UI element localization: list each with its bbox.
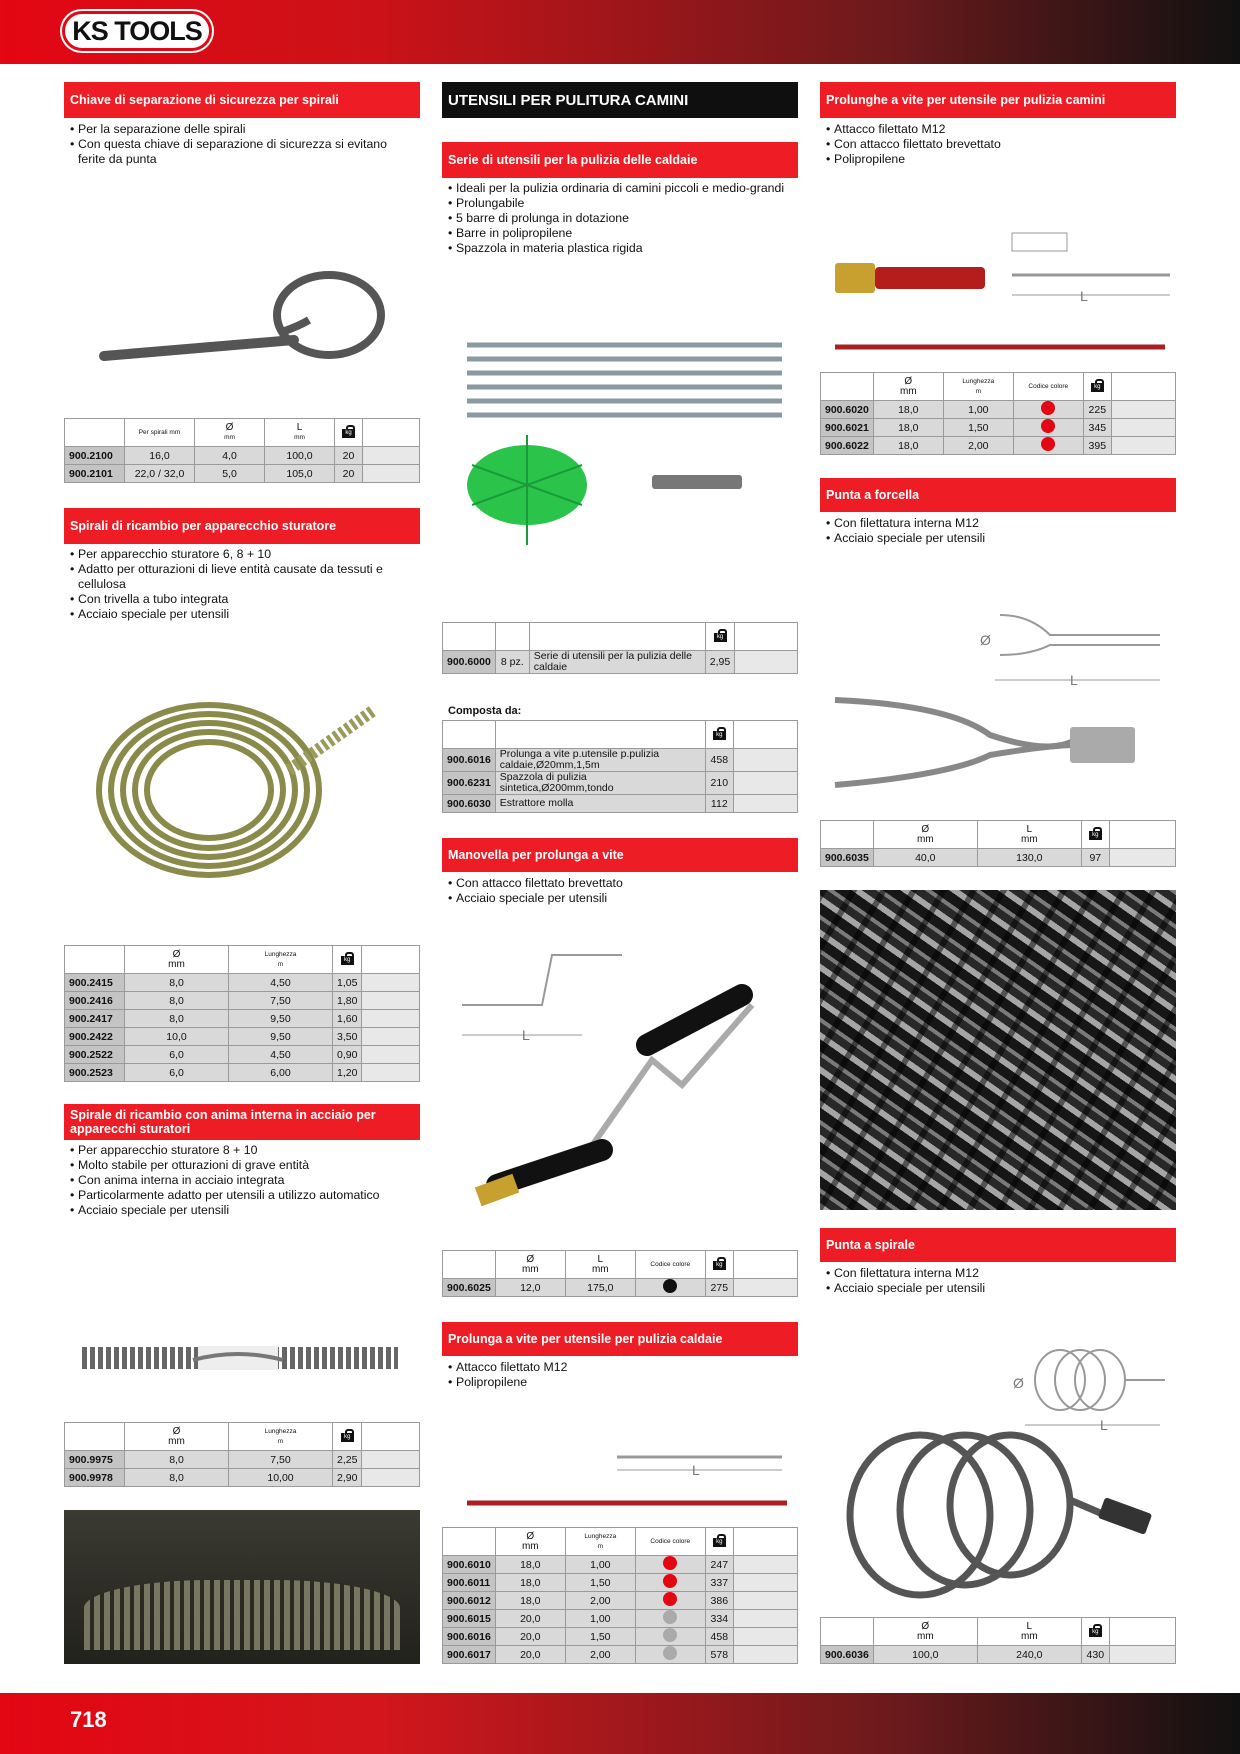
cell: 18,0 <box>873 401 943 419</box>
weight-icon <box>713 1534 726 1547</box>
cell: Serie di utensili per la pulizia delle caldaie <box>529 651 705 674</box>
cell: 18,0 <box>495 1574 565 1592</box>
feature-item: • Spazzola in materia plastica rigida <box>448 241 794 256</box>
page-title: UTENSILI PER PULITURA CAMINI <box>442 82 798 118</box>
col-header: Per spirali mm <box>138 428 181 436</box>
product-table <box>64 1422 420 1487</box>
cell: 97 <box>1081 849 1109 867</box>
section-title: Punta a forcella <box>820 478 1176 512</box>
section-title: Prolunga a vite per utensile per pulizia caldaie <box>442 1322 798 1356</box>
feature-item: • Con trivella a tubo integrata <box>70 592 416 607</box>
chimney-rod-image <box>830 225 1170 360</box>
feature-item: • Particolarmente adatto per utensili a utilizzo automatico <box>70 1188 416 1203</box>
feature-item: • Acciaio speciale per utensili <box>826 1281 1172 1296</box>
feature-item: • Per la separazione delle spirali <box>70 122 416 137</box>
composed-label: Composta da: <box>448 705 522 717</box>
cell: 130,0 <box>977 849 1081 867</box>
feature-list <box>826 516 1172 546</box>
cell: Estrattore molla <box>495 795 705 813</box>
cell: 18,0 <box>873 437 943 455</box>
cell: 2,00 <box>565 1592 635 1610</box>
cell: 0,90 <box>333 1046 362 1064</box>
color-code-dot <box>663 1592 677 1606</box>
article-code: 900.2523 <box>65 1064 125 1082</box>
extension-rod-image <box>462 1445 792 1515</box>
section-title: Chiave di separazione di sicurezza per spirali <box>64 82 420 118</box>
feature-list <box>448 1360 794 1390</box>
cell: 8,0 <box>125 1469 229 1487</box>
color-code-dot <box>1041 437 1055 451</box>
cell: 9,50 <box>229 1028 333 1046</box>
cell: 175,0 <box>565 1279 635 1297</box>
col-header: mm <box>168 958 185 970</box>
cell: 247 <box>705 1556 733 1574</box>
cell: 5,0 <box>195 465 265 483</box>
cell: 2,00 <box>943 437 1013 455</box>
section-title: Punta a spirale <box>820 1228 1176 1262</box>
feature-item: • Acciaio speciale per utensili <box>70 1203 416 1218</box>
article-code: 900.6022 <box>821 437 874 455</box>
feature-list <box>70 547 416 622</box>
article-code: 900.2522 <box>65 1046 125 1064</box>
article-code: 900.6010 <box>443 1556 496 1574</box>
col-header: mm <box>916 833 934 845</box>
col-header: m <box>277 1437 284 1445</box>
cell: 2,25 <box>333 1451 362 1469</box>
col-header: mm <box>168 1435 185 1447</box>
feature-item: • Ideali per la pulizia ordinaria di camini piccoli e medio-grandi <box>448 181 794 196</box>
cell: 8 pz. <box>495 651 529 674</box>
article-code: 900.2415 <box>65 974 125 992</box>
col-header: Ø <box>172 948 181 960</box>
feature-item: • Con filettatura interna M12 <box>826 1266 1172 1281</box>
product-table <box>820 1617 1176 1664</box>
cell: 18,0 <box>495 1556 565 1574</box>
feature-item: • Per apparecchio sturatore 6, 8 + 10 <box>70 547 416 562</box>
cell: 18,0 <box>495 1592 565 1610</box>
dimension-label: L <box>1080 288 1088 304</box>
cell: 4,50 <box>229 974 333 992</box>
cell: 7,50 <box>229 992 333 1010</box>
col-header: Ø <box>225 421 234 433</box>
fork-tips-photo <box>820 890 1176 1210</box>
col-header: L <box>1026 1620 1033 1632</box>
feature-item: • 5 barre di prolunga in dotazione <box>448 211 794 226</box>
cell: Spazzola di pulizia sintetica,Ø200mm,tondo <box>495 772 705 795</box>
cell: 20,0 <box>495 1646 565 1664</box>
page-number: 718 <box>70 1707 107 1732</box>
cell: 1,00 <box>943 401 1013 419</box>
article-code: 900.6011 <box>443 1574 496 1592</box>
weight-icon <box>1089 1624 1102 1637</box>
col-header: mm <box>591 1263 609 1275</box>
weight-icon <box>1089 827 1102 840</box>
article-code: 900.6036 <box>821 1646 874 1664</box>
col-header: Lunghezza <box>584 1532 617 1540</box>
cell: 1,20 <box>333 1064 362 1082</box>
weight-icon <box>713 1257 726 1270</box>
product-table <box>820 372 1176 455</box>
col-header: L <box>296 421 303 433</box>
cell: 1,00 <box>565 1556 635 1574</box>
spiral-coil-image <box>89 690 389 890</box>
color-code-dot <box>663 1574 677 1588</box>
article-code: 900.6012 <box>443 1592 496 1610</box>
article-code: 900.9975 <box>65 1451 125 1469</box>
col-header: Ø <box>921 1620 930 1632</box>
article-code: 900.2417 <box>65 1010 125 1028</box>
cell: 12,0 <box>495 1279 565 1297</box>
cell: 2,95 <box>705 651 734 674</box>
spirals-photo <box>64 1510 420 1664</box>
cell: Prolunga a vite p.utensile p.pulizia caldaie,Ø20mm,1,5m <box>495 749 705 772</box>
cell: 6,0 <box>125 1064 229 1082</box>
feature-item: • Per apparecchio sturatore 8 + 10 <box>70 1143 416 1158</box>
footer-bar <box>0 1693 1240 1754</box>
weight-icon <box>713 727 726 740</box>
cell: 6,0 <box>125 1046 229 1064</box>
color-code-dot <box>663 1279 677 1293</box>
col-header: m <box>975 387 981 395</box>
color-code-dot <box>1041 419 1055 433</box>
article-code: 900.6025 <box>443 1279 496 1297</box>
color-code-dot <box>1041 401 1055 415</box>
feature-item: • Barre in polipropilene <box>448 226 794 241</box>
feature-item: • Polipropilene <box>826 152 1172 167</box>
cell: 430 <box>1081 1646 1109 1664</box>
weight-icon <box>341 952 354 965</box>
col-header: Codice colore <box>650 1260 691 1268</box>
dimension-label-length: L <box>1100 1417 1108 1433</box>
weight-icon <box>341 1429 354 1442</box>
article-code: 900.2101 <box>65 465 125 483</box>
col-header: Lunghezza <box>264 950 297 958</box>
weight-icon <box>1091 379 1104 392</box>
feature-item: • Adatto per otturazioni di lieve entità causate da tessuti e cellulosa <box>70 562 416 592</box>
dimension-label: L <box>522 1027 530 1043</box>
section-title: Spirale di ricambio con anima interna in acciaio per apparecchi sturatori <box>64 1104 420 1140</box>
cell: 1,00 <box>565 1610 635 1628</box>
cell: 16,0 <box>125 447 195 465</box>
feature-list <box>826 122 1172 167</box>
cell: 1,05 <box>333 974 362 992</box>
crank-handle-image <box>452 945 792 1225</box>
cell: 10,00 <box>229 1469 333 1487</box>
product-table <box>442 1250 798 1297</box>
feature-list <box>826 1266 1172 1296</box>
section-title: Spirali di ricambio per apparecchio sturatore <box>64 508 420 544</box>
dimension-label: L <box>692 1462 700 1478</box>
col-header: Ø <box>526 1530 535 1542</box>
cell: 1,50 <box>565 1574 635 1592</box>
article-code: 900.2100 <box>65 447 125 465</box>
feature-item: • Attacco filettato M12 <box>448 1360 794 1375</box>
cell: 240,0 <box>977 1646 1081 1664</box>
cell: 40,0 <box>873 849 977 867</box>
cell: 4,0 <box>195 447 265 465</box>
cell: 1,80 <box>333 992 362 1010</box>
col-header: mm <box>1020 833 1038 845</box>
color-code-dot <box>663 1610 677 1624</box>
cell: 8,0 <box>125 974 229 992</box>
ks-tools-logo: KS TOOLS <box>62 11 212 51</box>
components-table <box>442 720 798 813</box>
feature-item: • Con attacco filettato brevettato <box>448 876 794 891</box>
cell: 9,50 <box>229 1010 333 1028</box>
cell: 458 <box>705 1628 733 1646</box>
col-header: L <box>1026 823 1033 835</box>
product-table <box>820 820 1176 867</box>
dimension-label-diameter: Ø <box>1013 1375 1024 1391</box>
cell: 7,50 <box>229 1451 333 1469</box>
article-code: 900.6016 <box>443 1628 496 1646</box>
weight-icon <box>714 629 727 642</box>
feature-item: • Acciaio speciale per utensili <box>448 891 794 906</box>
feature-item: • Con filettatura interna M12 <box>826 516 1172 531</box>
section-title: Manovella per prolunga a vite <box>442 838 798 872</box>
article-code: 900.6015 <box>443 1610 496 1628</box>
header-bar <box>0 0 1240 64</box>
cell: 1,60 <box>333 1010 362 1028</box>
feature-item: • Polipropilene <box>448 1375 794 1390</box>
color-code-dot <box>663 1646 677 1660</box>
col-header: mm <box>1020 1630 1038 1642</box>
product-table <box>442 1527 798 1664</box>
cell: 20 <box>335 447 363 465</box>
product-table <box>64 418 420 483</box>
feature-item: • Molto stabile per otturazioni di grave entità <box>70 1158 416 1173</box>
feature-item: • Prolungabile <box>448 196 794 211</box>
feature-list <box>70 1143 416 1218</box>
dimension-label-length: L <box>1070 672 1078 688</box>
section-title: Serie di utensili per la pulizia delle caldaie <box>442 142 798 178</box>
cell: 337 <box>705 1574 733 1592</box>
product-table <box>64 945 420 1082</box>
article-code: 900.6231 <box>443 772 496 795</box>
article-code: 900.6020 <box>821 401 874 419</box>
color-code-dot <box>663 1628 677 1642</box>
article-code: 900.6017 <box>443 1646 496 1664</box>
col-header: mm <box>899 385 917 397</box>
weight-icon <box>342 425 355 438</box>
cell: 20 <box>335 465 363 483</box>
feature-item: • Con attacco filettato brevettato <box>826 137 1172 152</box>
col-header: mm <box>521 1540 539 1552</box>
product-table <box>442 622 798 674</box>
cell: 100,0 <box>265 447 335 465</box>
article-code: 900.6030 <box>443 795 496 813</box>
article-code: 900.6021 <box>821 419 874 437</box>
spiral-tip-image <box>830 1340 1170 1610</box>
col-header: m <box>597 1542 603 1550</box>
article-code: 900.6016 <box>443 749 496 772</box>
cell: 20,0 <box>495 1610 565 1628</box>
article-code: 900.6035 <box>821 849 874 867</box>
cell: 112 <box>705 795 733 813</box>
dimension-label-diameter: Ø <box>980 632 991 648</box>
feature-list <box>448 181 794 256</box>
cell: 8,0 <box>125 1451 229 1469</box>
separation-key-image <box>84 270 394 380</box>
cell: 386 <box>705 1592 733 1610</box>
col-header: mm <box>224 433 235 441</box>
cell: 22,0 / 32,0 <box>125 465 195 483</box>
cell: 275 <box>705 1279 733 1297</box>
section-title: Prolunghe a vite per utensile per pulizia camini <box>820 82 1176 118</box>
col-header: Ø <box>921 823 930 835</box>
col-header: Ø <box>172 1425 181 1437</box>
cell: 578 <box>705 1646 733 1664</box>
col-header: L <box>597 1253 604 1265</box>
col-header: Ø <box>526 1253 535 1265</box>
boiler-cleaning-set-image <box>452 335 792 575</box>
feature-list <box>70 122 416 167</box>
cell: 4,50 <box>229 1046 333 1064</box>
cell: 225 <box>1083 401 1111 419</box>
feature-item: • Con anima interna in acciaio integrata <box>70 1173 416 1188</box>
article-code: 900.9978 <box>65 1469 125 1487</box>
col-header: m <box>277 960 284 968</box>
spiral-core-image <box>78 1338 404 1378</box>
cell: 8,0 <box>125 992 229 1010</box>
cell: 10,0 <box>125 1028 229 1046</box>
cell: 18,0 <box>873 419 943 437</box>
cell: 1,50 <box>943 419 1013 437</box>
article-code: 900.2416 <box>65 992 125 1010</box>
color-code-dot <box>663 1556 677 1570</box>
cell: 6,00 <box>229 1064 333 1082</box>
cell: 100,0 <box>873 1646 977 1664</box>
cell: 395 <box>1083 437 1111 455</box>
cell: 2,90 <box>333 1469 362 1487</box>
cell: 3,50 <box>333 1028 362 1046</box>
col-header: Lunghezza <box>264 1427 297 1435</box>
feature-item: • Acciaio speciale per utensili <box>70 607 416 622</box>
col-header: Lunghezza <box>962 377 995 385</box>
col-header: Codice colore <box>1028 382 1069 390</box>
cell: 210 <box>705 772 733 795</box>
cell: 1,50 <box>565 1628 635 1646</box>
feature-item: • Acciaio speciale per utensili <box>826 531 1172 546</box>
feature-item: • Con questa chiave di separazione di sicurezza si evitano ferite da punta <box>70 137 416 167</box>
cell: 2,00 <box>565 1646 635 1664</box>
article-code: 900.2422 <box>65 1028 125 1046</box>
cell: 20,0 <box>495 1628 565 1646</box>
cell: 334 <box>705 1610 733 1628</box>
cell: 8,0 <box>125 1010 229 1028</box>
col-header: mm <box>294 433 305 441</box>
feature-list <box>448 876 794 906</box>
article-code: 900.6000 <box>443 651 496 674</box>
feature-item: • Attacco filettato M12 <box>826 122 1172 137</box>
col-header: mm <box>916 1630 934 1642</box>
cell: 458 <box>705 749 733 772</box>
fork-tip-image <box>830 605 1170 805</box>
cell: 345 <box>1083 419 1111 437</box>
cell: 105,0 <box>265 465 335 483</box>
col-header: Ø <box>904 375 913 387</box>
col-header: mm <box>521 1263 539 1275</box>
col-header: Codice colore <box>650 1537 691 1545</box>
